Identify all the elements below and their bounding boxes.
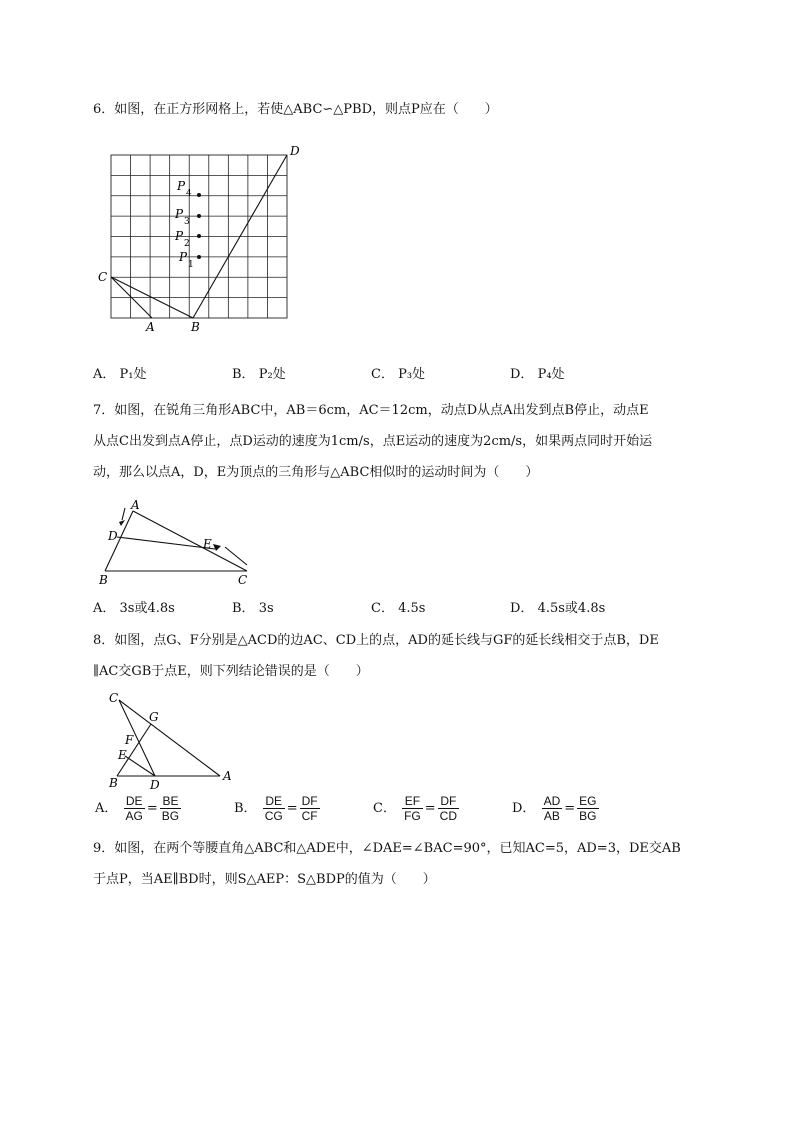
q8-label-B: B (109, 776, 118, 790)
q9-line-2: 于点P，当AE∥BD时，则S△AEP：S△BDP的值为（ ） (93, 872, 436, 887)
q8-label-G: G (149, 710, 159, 724)
q7-option-c[interactable]: C． 4.5s (371, 601, 426, 616)
q6-label-A: A (146, 320, 155, 334)
q7-label-B: B (99, 573, 108, 587)
q6-label-D: D (290, 144, 300, 158)
q8-option-b[interactable]: B． $\frac{DE}{CG}$ = $\frac{DF}{CF}$ (234, 794, 318, 823)
q8-option-c[interactable]: C． $\frac{EF}{FG}$ = $\frac{DF}{CD}$ (373, 794, 458, 823)
q6-sub-1: 1 (188, 260, 194, 270)
q7-label-A: A (131, 498, 140, 512)
q9-line-1: 9．如图，在两个等腰直角△ABC和△ADE中，∠DAE=∠BAC=90°，已知AC=5，AD=3，DE交AB (93, 841, 681, 856)
q6-label-C: C (98, 270, 108, 284)
q7-line-1: 7．如图，在锐角三角形ABC中，AB＝6cm，AC＝12cm，动点D从点A出发到点B停止，动点E (93, 403, 649, 418)
q6-sub-3: 3 (184, 217, 190, 227)
q6-option-a[interactable]: A． P₁处 (93, 367, 147, 382)
q7-label-C: C (238, 573, 248, 587)
q6-option-d[interactable]: D． P₄处 (510, 367, 565, 382)
q6-label-P2: P (175, 229, 184, 243)
q8-line-1: 8．如图，点G、F分别是△ACD的边AC、CD上的点，AD的延长线与GF的延长线相交于点B，DE (93, 633, 659, 648)
q6-option-c[interactable]: C． P₃处 (371, 367, 426, 382)
q7-label-E: E (203, 537, 212, 551)
q8-option-d[interactable]: D． $\frac{AD}{AB}$ = $\frac{EG}{BG}$ (512, 794, 597, 823)
q6-option-b[interactable]: B． P₂处 (232, 367, 286, 382)
q7-line-3: 动，那么以点A，D，E为顶点的三角形与△ABC相似时的运动时间为（ ） (93, 465, 539, 480)
q7-option-a[interactable]: A． 3s或4.8s (93, 601, 175, 616)
q7-triangle-figure (95, 496, 260, 591)
q8-label-C: C (109, 691, 119, 705)
q8-triangle-figure (105, 690, 240, 790)
q6-label-P4: P (177, 179, 186, 193)
q8-label-E: E (118, 748, 127, 762)
q7-option-b[interactable]: B． 3s (232, 601, 274, 616)
q8-label-A: A (223, 769, 232, 783)
q7-line-2: 从点C出发到点A停止，点D运动的速度为1cm/s，点E运动的速度为2cm/s，如果两点同时开始运 (93, 434, 653, 449)
q6-grid-figure (95, 145, 305, 335)
q6-label-B: B (191, 320, 200, 334)
q8-line-2: ∥AC交GB于点E，则下列结论错误的是（ ） (93, 664, 369, 679)
q8-option-a[interactable]: A． $\frac{DE}{AG}$ = $\frac{BE}{BG}$ (95, 794, 180, 823)
q7-option-d[interactable]: D． 4.5s或4.8s (510, 601, 606, 616)
q6-label-P1: P (179, 250, 188, 264)
q7-label-D: D (108, 529, 118, 543)
q8-label-D: D (150, 778, 160, 792)
q6-sub-2: 2 (184, 239, 190, 249)
q8-label-F: F (125, 733, 134, 747)
q6-label-P3: P (175, 207, 184, 221)
q6-stem: 6．如图，在正方形网格上，若使△ABC∽△PBD，则点P应在（ ） (93, 102, 498, 117)
q6-sub-4: 4 (186, 189, 192, 199)
